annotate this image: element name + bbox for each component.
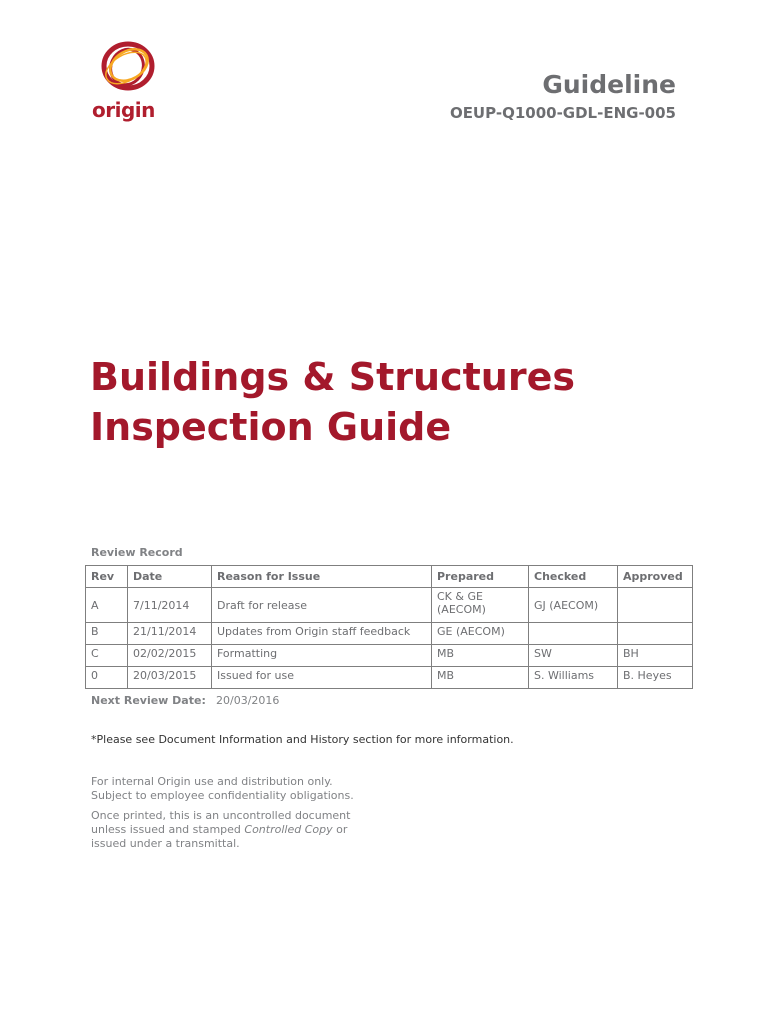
logo-wordmark: origin xyxy=(92,98,155,122)
footer-line-2: Subject to employee confidentiality obligations. xyxy=(91,789,354,802)
document-info-note: *Please see Document Information and History section for more information. xyxy=(91,733,514,746)
cell-approved xyxy=(618,588,693,623)
cell-prepared: MB xyxy=(432,667,529,689)
cell-prepared: GE (AECOM) xyxy=(432,623,529,645)
document-code: OEUP-Q1000-GDL-ENG-005 xyxy=(449,104,676,122)
cell-date: 02/02/2015 xyxy=(128,645,212,667)
cell-rev: A xyxy=(86,588,128,623)
controlled-copy-text: Controlled Copy xyxy=(244,823,333,836)
cell-rev: B xyxy=(86,623,128,645)
distribution-notice xyxy=(91,775,411,857)
cell-checked: S. Williams xyxy=(529,667,618,689)
cell-approved: B. Heyes xyxy=(618,667,693,689)
title-line-1: Buildings & Structures xyxy=(90,355,575,399)
footer-line-5: issued under a transmittal. xyxy=(91,837,240,850)
cell-prepared: CK & GE (AECOM) xyxy=(432,588,529,623)
cell-date: 7/11/2014 xyxy=(128,588,212,623)
cell-date: 21/11/2014 xyxy=(128,623,212,645)
cell-checked: GJ (AECOM) xyxy=(529,588,618,623)
footer-line-4-post: or xyxy=(336,823,348,836)
cell-reason: Issued for use xyxy=(212,667,432,689)
review-record-table xyxy=(85,565,693,689)
col-header-checked: Checked xyxy=(529,566,618,588)
table-header-row xyxy=(86,566,693,588)
col-header-rev: Rev xyxy=(86,566,128,588)
col-header-approved: Approved xyxy=(618,566,693,588)
title-line-2: Inspection Guide xyxy=(90,405,452,449)
footer-line-1: For internal Origin use and distribution only. xyxy=(91,775,333,788)
col-header-reason: Reason for Issue xyxy=(212,566,432,588)
next-review-value: 20/03/2016 xyxy=(216,694,280,707)
col-header-date: Date xyxy=(128,566,212,588)
cell-approved xyxy=(618,623,693,645)
col-header-prepared: Prepared xyxy=(432,566,529,588)
cell-rev: C xyxy=(86,645,128,667)
cell-reason: Draft for release xyxy=(212,588,432,623)
next-review-label: Next Review Date: xyxy=(91,694,206,707)
document-title xyxy=(90,352,690,452)
table-row xyxy=(86,588,693,623)
cell-reason: Updates from Origin staff feedback xyxy=(212,623,432,645)
table-row xyxy=(86,667,693,689)
cell-approved: BH xyxy=(618,645,693,667)
cell-checked xyxy=(529,623,618,645)
cell-rev: 0 xyxy=(86,667,128,689)
origin-logo xyxy=(92,36,164,128)
table-row xyxy=(86,623,693,645)
origin-ring-icon xyxy=(96,36,160,100)
review-record-label: Review Record xyxy=(91,546,183,559)
cell-date: 20/03/2015 xyxy=(128,667,212,689)
table-row xyxy=(86,645,693,667)
cell-checked: SW xyxy=(529,645,618,667)
document-type: Guideline xyxy=(542,70,676,99)
cell-prepared: MB xyxy=(432,645,529,667)
footer-line-3: Once printed, this is an uncontrolled document xyxy=(91,809,351,822)
cell-reason: Formatting xyxy=(212,645,432,667)
footer-line-4-pre: unless issued and stamped xyxy=(91,823,241,836)
